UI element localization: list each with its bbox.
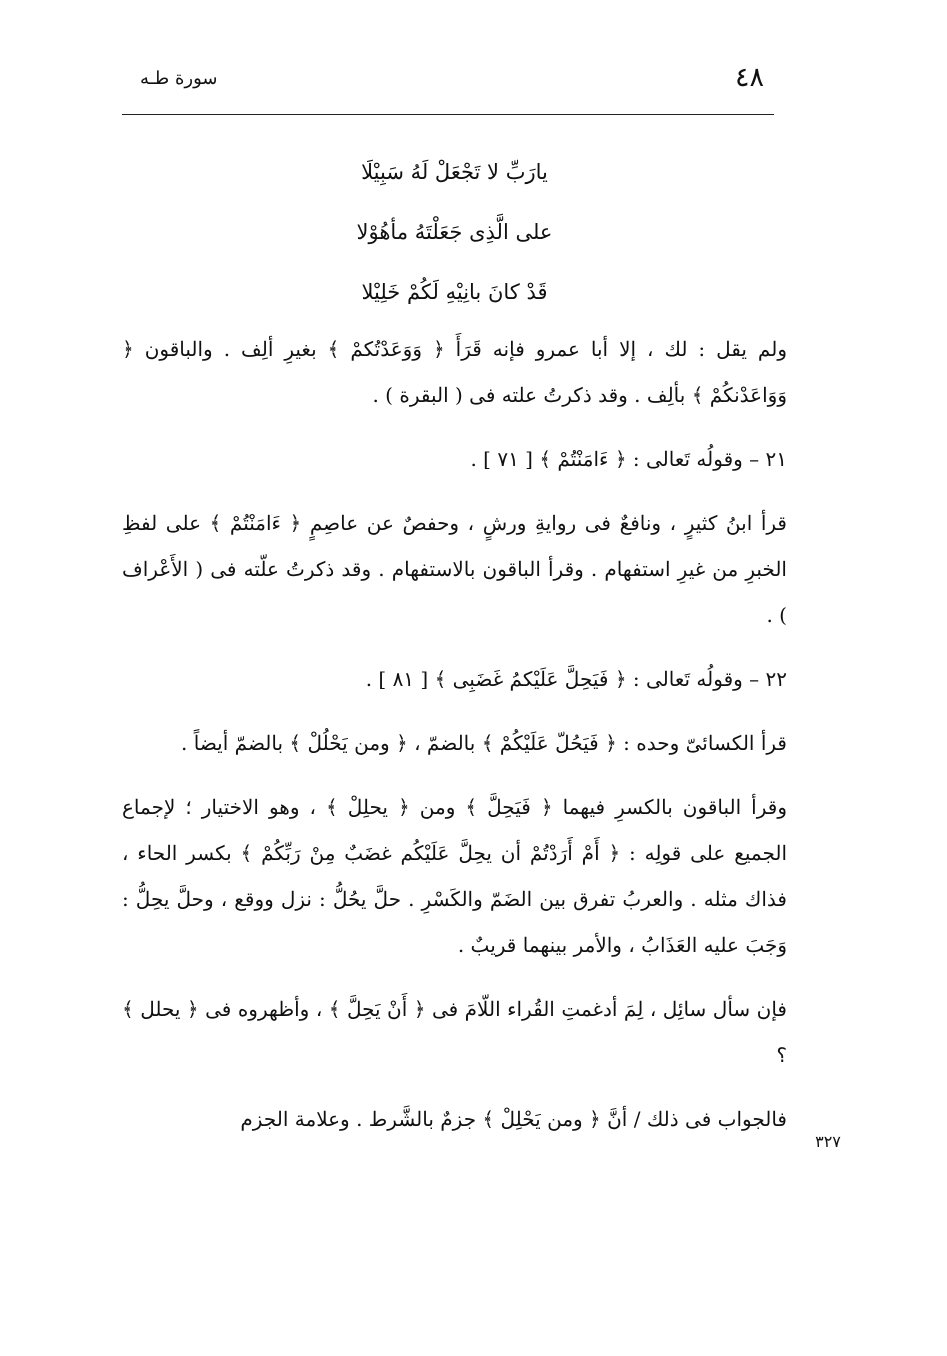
paragraph: قرأ ابنُ كثيرٍ ، ونافعٌ فى روايةِ ورشٍ ، وحفصٌ عن عاصِمٍ ﴿ ءَامَنْتُمْ ﴾ على لفظِ الخبرِ من غيرِ استفهام . وقرأ الباقون بالاستفهام . وقد ذكرتُ علّته فى ( الأَعْراف ) . bbox=[122, 511, 787, 627]
paragraph: ولم يقل : لك ، إلا أبا عمرو فإنه قَرَأَ ﴿ وَوَعَدْتُكمْ ﴾ بغيرِ ألِف . والباقون ﴿ وَوَاعَدْنكُمْ ﴾ بألِف . وقد ذكرتُ علته فى ( البقرة ) . bbox=[122, 337, 787, 407]
poetry-verses bbox=[122, 142, 787, 322]
paragraph: فإن سأل سائِل ، لِمَ أدغمتِ القُراء اللّامَ فى ﴿ أَنْ يَحِلَّ ﴾ ، وأظهروه فى ﴿ يحلل ﴾ ؟ bbox=[122, 997, 787, 1067]
verse-line: يارَبِّ لا تَجْعَلْ لَهُ سَبِيْلَا bbox=[361, 160, 548, 184]
paragraph: فالجواب فى ذلك / أنَّ ﴿ ومن يَحْلِلْ ﴾ جزمٌ بالشَّرط . وعلامة الجزم bbox=[240, 1107, 787, 1131]
running-header-surah: سورة طـه bbox=[140, 68, 218, 89]
paragraph: وقرأ الباقون بالكسرِ فيهما ﴿ فَيَحِلَّ ﴾ ومن ﴿ يحلِلْ ﴾ ، وهو الاختيار ؛ لإجماع الجميع على قولِه : ﴿ أَمْ أَرَدْتُمْ أن يحِلَّ عَلَيْكُم غضَبٌ مِنْ رَبِّكُمْ ﴾ بكسر الحاء ، فذاك مثله . والعربُ تفرق بين الضَمّ والكَسْرِ . حلَّ يحُلُّ : نزل ووقع ، وحلَّ يحِلُّ : وَجَبَ عليه العَذَابُ ، والأمر بينهما قريبٌ . bbox=[122, 795, 787, 957]
section-heading: ٢٢ – وقولُه تَعالى : ﴿ فَيَحِلَّ عَلَيْكمُ غَضَبِى ﴾ [ ٨١ ] . bbox=[365, 667, 787, 691]
header-rule bbox=[122, 114, 774, 115]
page-number: ٤٨ bbox=[734, 62, 764, 93]
paragraph: قرأ الكسائىّ وحده : ﴿ فَيَحُلّ عَلَيْكُمْ ﴾ بالضمّ ، ﴿ ومن يَحْلُلْ ﴾ بالضمّ أيضاً . bbox=[181, 731, 787, 755]
verse-line: قَدْ كانَ بانِيْهِ لَكُمْ خَلِيْلا bbox=[361, 280, 548, 304]
section-heading: ٢١ – وقولُه تَعالى : ﴿ ءَامَنْتُمْ ﴾ [ ٧١ ] . bbox=[470, 447, 787, 471]
margin-page-reference: ٣٢٧ bbox=[815, 1132, 841, 1151]
verse-line: على الَّذِى جَعَلْتَهُ مأهُوْلا bbox=[356, 220, 553, 244]
page-body bbox=[122, 142, 787, 1160]
